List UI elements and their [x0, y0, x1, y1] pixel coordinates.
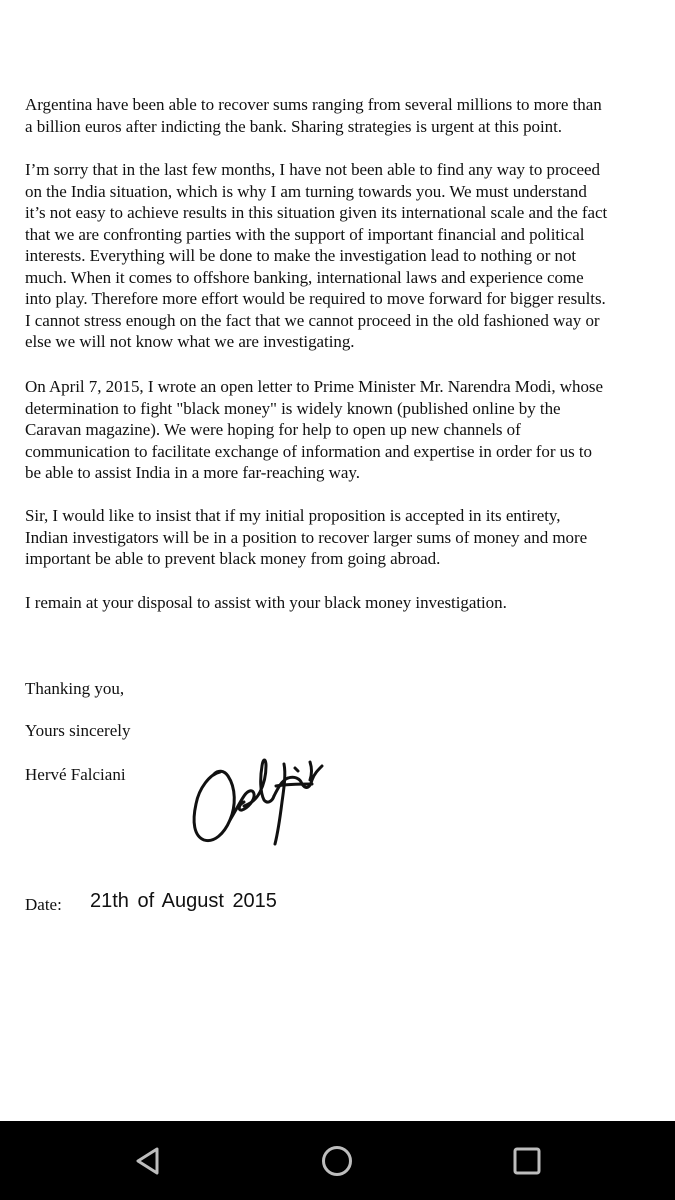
back-button[interactable]	[128, 1141, 168, 1181]
text-line: communication to facilitate exchange of information and expertise in order for us to	[25, 441, 592, 461]
paragraph-disposal	[25, 592, 507, 614]
paragraph-open-letter	[25, 376, 603, 484]
closing-thanks: Thanking you,	[25, 679, 125, 698]
text-line: that we are confronting parties with the support of important financial and political	[25, 224, 585, 244]
date-label: Date:	[25, 895, 62, 914]
text-line: Indian investigators will be in a position to recover larger sums of money and more	[25, 527, 588, 547]
back-triangle-icon	[131, 1144, 165, 1178]
text-line: I remain at your disposal to assist with your black money investigation.	[25, 593, 507, 612]
handwritten-signature	[184, 744, 324, 850]
date-value: 21th of August 2015	[90, 890, 277, 912]
text-line: On April 7, 2015, I wrote an open letter to Prime Minister Mr. Narendra Modi, whose	[25, 377, 603, 396]
text-line: Sir, I would like to insist that if my initial proposition is accepted in its entirety,	[25, 506, 561, 525]
paragraph-proposition	[25, 505, 587, 570]
text-line: else we will not know what we are investigating.	[25, 332, 355, 351]
text-line: important be able to prevent black money from going abroad.	[25, 549, 441, 568]
signatory-name: Hervé Falciani	[25, 765, 126, 784]
android-navigation-bar	[0, 1121, 675, 1200]
text-line: much. When it comes to offshore banking, international laws and experience come	[25, 267, 584, 287]
text-line: into play. Therefore more effort would be required to move forward for bigger results.	[25, 289, 606, 308]
text-line: a billion euros after indicting the bank. Sharing strategies is urgent at this point.	[25, 116, 562, 136]
home-circle-icon	[319, 1143, 355, 1179]
recents-button[interactable]	[507, 1141, 547, 1181]
closing-sign-off: Yours sincerely	[25, 721, 131, 740]
text-line: determination to fight "black money" is widely known (published online by the	[25, 398, 561, 418]
text-line: interests. Everything will be done to make the investigation lead to nothing or not	[25, 246, 577, 265]
text-line: Argentina have been able to recover sums ranging from several millions to more than	[25, 95, 602, 114]
text-line: Caravan magazine). We were hoping for help to open up new channels of	[25, 420, 521, 439]
text-line: it’s not easy to achieve results in this situation given its international scale and the fact	[25, 203, 608, 222]
text-line: I cannot stress enough on the fact that we cannot proceed in the old fashioned way or	[25, 310, 600, 330]
home-button[interactable]	[317, 1141, 357, 1181]
text-line: on the India situation, which is why I am turning towards you. We must understand	[25, 181, 587, 201]
text-line: I’m sorry that in the last few months, I have not been able to find any way to proceed	[25, 160, 600, 179]
paragraph-india-situation	[25, 159, 607, 353]
text-line: be able to assist India in a more far-reaching way.	[25, 463, 360, 482]
recents-square-icon	[510, 1144, 544, 1178]
paragraph-argentina	[25, 94, 602, 137]
